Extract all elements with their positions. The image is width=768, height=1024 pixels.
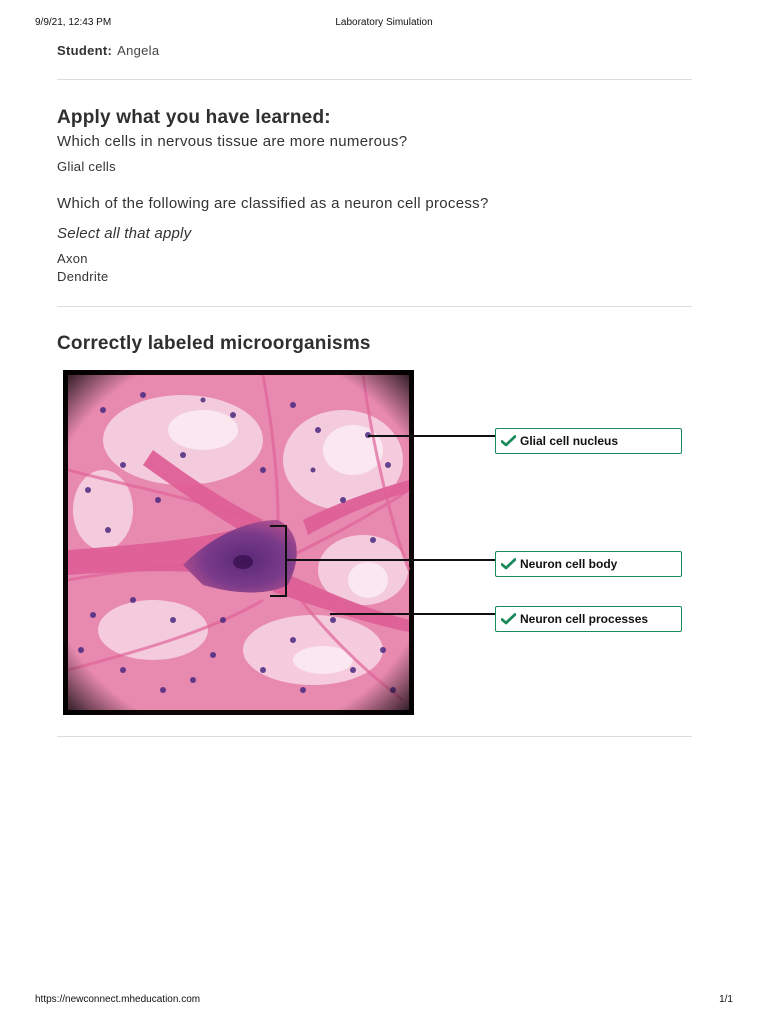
print-title: Laboratory Simulation: [335, 17, 433, 28]
select-all-instruction: Select all that apply: [57, 225, 192, 242]
answer-2-dendrite: Dendrite: [57, 269, 109, 284]
apply-heading: Apply what you have learned:: [57, 107, 331, 128]
label-text: Neuron cell processes: [520, 612, 649, 626]
divider: [57, 306, 692, 307]
label-neuron-cell-processes: [495, 606, 682, 632]
label-text: Glial cell nucleus: [520, 434, 619, 448]
leader-line-cell-processes: [330, 613, 495, 615]
student-row: [57, 43, 159, 58]
checkmark-icon: [501, 613, 516, 625]
leader-line-glial-nucleus: [368, 435, 495, 437]
student-label: Student:: [57, 43, 113, 58]
label-glial-cell-nucleus: [495, 428, 682, 454]
checkmark-icon: [501, 435, 516, 447]
print-page-number: 1/1: [719, 994, 733, 1005]
neuron-micrograph: [63, 370, 414, 715]
print-header: [35, 17, 733, 31]
print-url: https://newconnect.mheducation.com: [35, 994, 201, 1005]
question-1: Which cells in nervous tissue are more numerous?: [57, 133, 408, 150]
neuron-micrograph-svg: [63, 370, 414, 715]
print-datetime: 9/9/21, 12:43 PM: [35, 17, 112, 28]
student-name: Angela: [117, 43, 160, 58]
answer-2-axon: Axon: [57, 251, 88, 266]
leader-line-cell-body: [287, 559, 495, 561]
labeled-section-heading: Correctly labeled microorganisms: [57, 333, 371, 354]
checkmark-icon: [501, 558, 516, 570]
answer-1: Glial cells: [57, 159, 116, 174]
divider: [57, 79, 692, 80]
cell-body-bracket: [270, 525, 287, 597]
print-footer: [35, 994, 733, 1008]
label-neuron-cell-body: [495, 551, 682, 577]
divider: [57, 736, 692, 737]
question-2: Which of the following are classified as a neuron cell process?: [57, 195, 489, 212]
label-text: Neuron cell body: [520, 557, 618, 571]
